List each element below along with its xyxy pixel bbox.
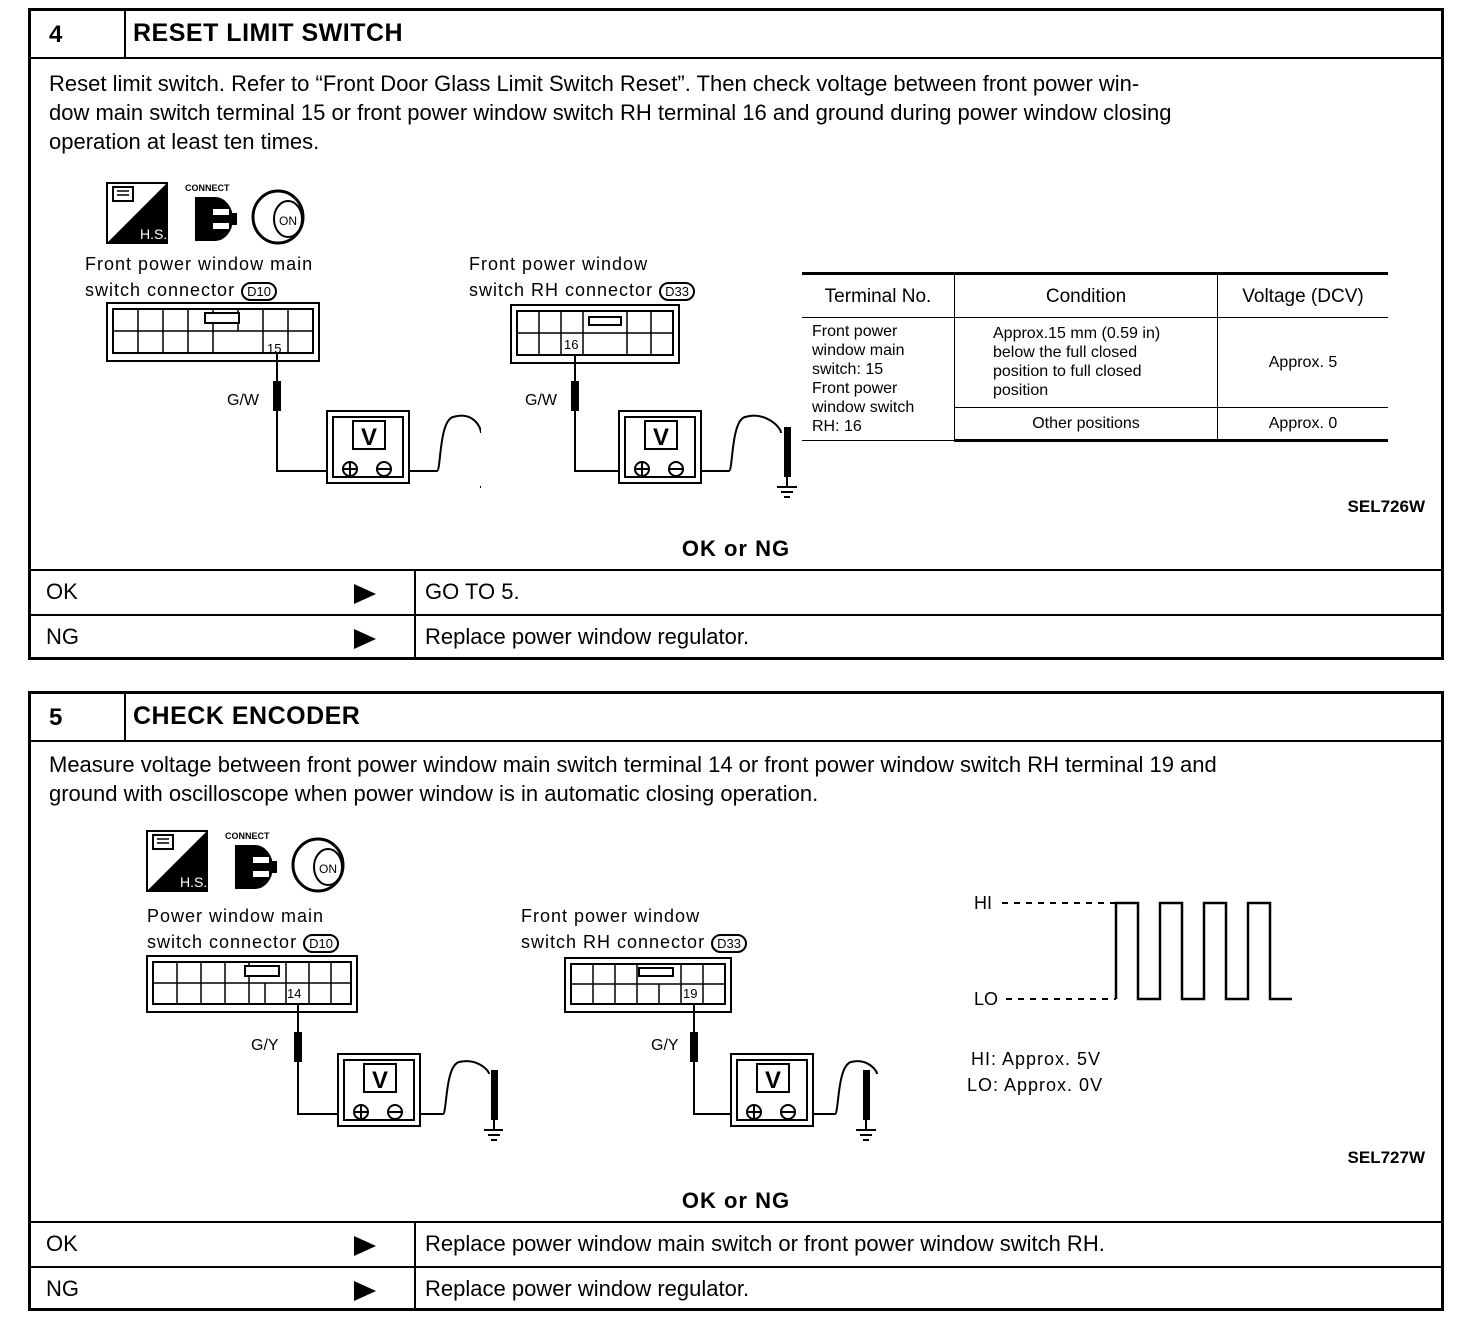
ok-or-ng-label: OK or NG [681, 1188, 791, 1213]
arrow-right-icon [354, 629, 376, 649]
step-icons [105, 179, 335, 245]
result-row-ok [31, 569, 1441, 614]
ground-symbol [484, 1120, 503, 1140]
step-description [49, 69, 1172, 156]
voltmeter-symbol: V [371, 1067, 389, 1094]
signal-lo-value: LO: Approx. 0V [967, 1075, 1104, 1095]
result-divider [414, 616, 416, 659]
ground-symbol [856, 1120, 876, 1140]
description-line: operation at least ten times. [49, 129, 320, 154]
step-icons [145, 827, 375, 893]
condition-line: position to full closed [993, 363, 1142, 381]
circuit-diagram-1 [101, 301, 481, 501]
table-header-cell: Terminal No. [802, 274, 955, 318]
voltmeter [327, 411, 409, 483]
step-title: RESET LIMIT SWITCH [133, 19, 404, 47]
figure-id: SEL726W [1347, 497, 1425, 516]
connector-label-line: Front power window main [85, 254, 314, 274]
result-action: Replace power window regulator. [425, 1276, 750, 1301]
connector-code-badge: D33 [711, 934, 747, 953]
arrow-right-icon [354, 584, 376, 604]
terminal-line: Front power [812, 380, 898, 397]
wire-color-label: G/W [227, 392, 259, 409]
step-4-block [28, 8, 1444, 660]
wire-color-label: G/Y [651, 1037, 679, 1054]
probe [571, 381, 579, 411]
terminal-number: 14 [287, 986, 302, 1001]
table-row [802, 318, 1388, 408]
voltmeter [338, 1054, 420, 1126]
ignition-on-icon [293, 839, 343, 891]
on-label: ON [319, 862, 337, 876]
wiring-harness-icon [107, 183, 167, 243]
description-line: Measure voltage between front power window main switch terminal 14 or front power window switch RH terminal 19 and [49, 752, 1217, 777]
connector-1-label [85, 251, 313, 303]
step-header [31, 11, 1441, 59]
connector-label-line: switch RH connector [521, 932, 706, 952]
header-divider [124, 694, 126, 740]
result-divider [414, 1268, 416, 1311]
connector-code-badge: D10 [241, 282, 277, 301]
voltmeter [731, 1054, 813, 1126]
description-line: ground with oscilloscope when power window is in automatic closing operation. [49, 781, 819, 806]
connector-label-line: Power window main [147, 906, 325, 926]
connector-1-label [147, 903, 339, 955]
circuit-diagram-1 [143, 954, 503, 1154]
terminal-line: window main [812, 342, 905, 359]
result-key: OK [46, 579, 78, 604]
voltmeter-symbol: V [764, 1067, 782, 1094]
connector-d33-drawing [511, 305, 679, 363]
result-key: OK [46, 1231, 78, 1256]
result-key: NG [46, 1276, 79, 1301]
step-number: 4 [49, 21, 63, 48]
result-action: Replace power window regulator. [425, 624, 750, 649]
condition-cell [955, 318, 1218, 408]
connector-d10-drawing [107, 303, 319, 361]
signal-hi-label: HI [974, 893, 992, 913]
terminal-number: 16 [564, 337, 579, 352]
probe [273, 381, 281, 411]
condition-line: position [993, 382, 1049, 400]
terminal-number: 19 [683, 986, 698, 1001]
signal-lo-label: LO [974, 989, 999, 1009]
voltage-table [802, 272, 1388, 442]
ground-symbol [777, 477, 797, 497]
probe [690, 1032, 698, 1062]
result-action: GO TO 5. [425, 579, 520, 604]
terminal-line: RH: 16 [812, 418, 862, 435]
signal-hi-value: HI: Approx. 5V [971, 1049, 1102, 1069]
probe [294, 1032, 302, 1062]
circuit-diagram-2 [561, 954, 881, 1154]
step-description [49, 750, 1217, 808]
description-line: Reset limit switch. Refer to “Front Door Glass Limit Switch Reset”. Then check voltage between front power win- [49, 71, 1140, 96]
connector-2-label [521, 903, 747, 955]
connect-label: CONNECT [185, 183, 230, 193]
step-title: CHECK ENCODER [133, 702, 361, 730]
wire-color-label: G/W [525, 392, 557, 409]
header-divider [124, 11, 126, 57]
table-header-row [802, 274, 1388, 318]
circuit-diagram-2 [501, 301, 821, 501]
result-row-ng [31, 1266, 1441, 1311]
condition-line: below the full closed [993, 344, 1138, 362]
result-row-ok [31, 1221, 1441, 1266]
connector-icon [185, 183, 237, 241]
terminal-line: window switch [812, 399, 915, 416]
terminal-cell [802, 318, 955, 441]
wiring-harness-icon [147, 831, 207, 891]
figure-id: SEL727W [1347, 1148, 1425, 1167]
connector-code-badge: D33 [659, 282, 695, 301]
on-label: ON [279, 214, 297, 228]
arrow-right-icon [354, 1281, 376, 1301]
connector-icon [225, 831, 277, 889]
terminal-line: switch: 15 [812, 361, 884, 378]
description-line: dow main switch terminal 15 or front power window switch RH terminal 16 and ground during power window closing [49, 100, 1172, 125]
step-header [31, 694, 1441, 742]
encoder-signal-waveform [966, 889, 1306, 1009]
voltmeter [619, 411, 701, 483]
terminal-number: 15 [267, 341, 282, 356]
connector-d10-drawing [147, 956, 357, 1012]
arrow-right-icon [354, 1236, 376, 1256]
wire-color-label: G/Y [251, 1037, 279, 1054]
connector-d33-drawing [565, 958, 731, 1012]
voltmeter-symbol: V [652, 424, 670, 451]
condition-cell: Other positions [955, 407, 1218, 440]
ignition-on-icon [253, 191, 303, 243]
connector-code-badge: D10 [303, 934, 339, 953]
step-number: 5 [49, 704, 63, 731]
connector-label-line: switch connector [147, 932, 298, 952]
connector-label-line: switch RH connector [469, 280, 654, 300]
connector-label-line: Front power window [521, 906, 701, 926]
connector-label-line: Front power window [469, 254, 649, 274]
connector-2-label [469, 251, 695, 303]
result-divider [414, 571, 416, 614]
voltmeter-symbol: V [360, 424, 378, 451]
result-key: NG [46, 624, 79, 649]
ground-symbol [480, 477, 481, 497]
hs-label: H.S. [140, 226, 168, 242]
voltage-cell: Approx. 5 [1218, 318, 1389, 408]
table-header-cell: Condition [955, 274, 1218, 318]
voltage-cell: Approx. 0 [1218, 407, 1389, 440]
connect-label: CONNECT [225, 831, 270, 841]
terminal-line: Front power [812, 323, 898, 340]
table-header-cell: Voltage (DCV) [1218, 274, 1389, 318]
result-divider [414, 1223, 416, 1266]
hs-label: H.S. [180, 874, 208, 890]
result-action: Replace power window main switch or front power window switch RH. [425, 1231, 1105, 1256]
condition-line: Approx.15 mm (0.59 in) [993, 325, 1161, 343]
result-row-ng [31, 614, 1441, 659]
connector-label-line: switch connector [85, 280, 236, 300]
step-5-block [28, 691, 1444, 1311]
ok-or-ng-label: OK or NG [681, 536, 791, 561]
